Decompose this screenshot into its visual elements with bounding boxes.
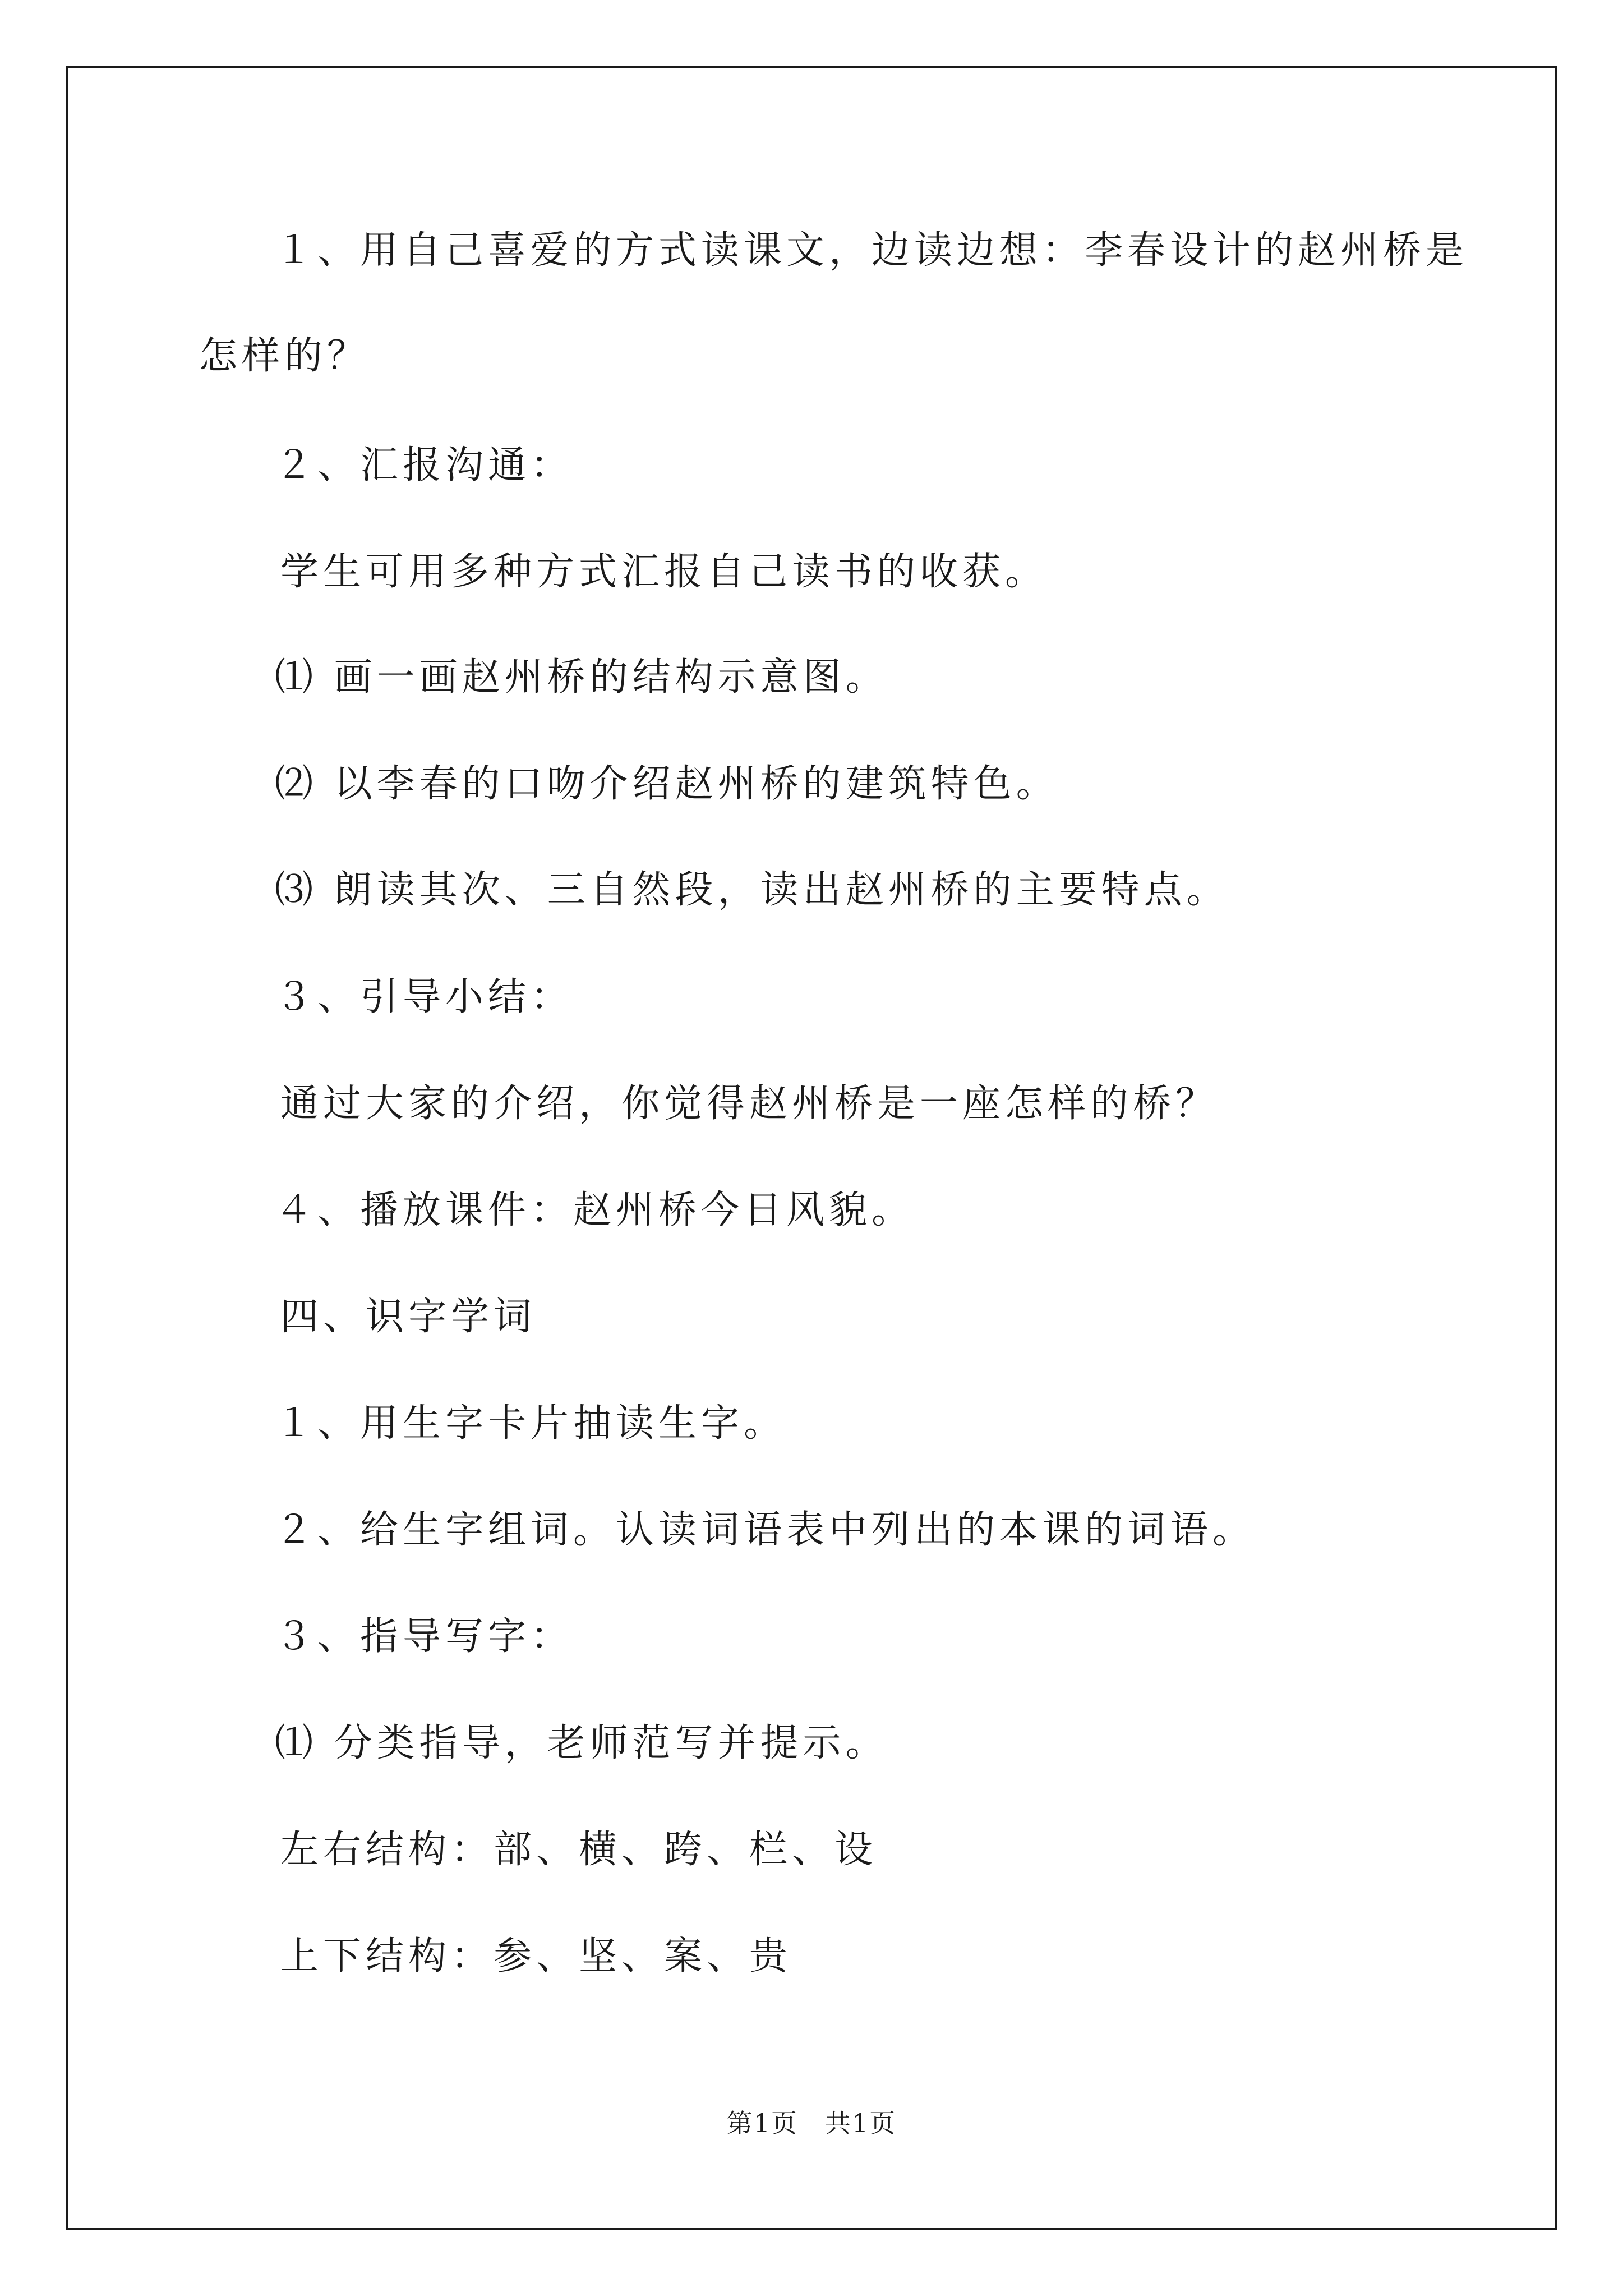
paragraph-5: ⑵ 以李春的口吻介绍赵州桥的建筑特色。 (275, 762, 1059, 806)
paragraph-6: ⑶ 朗读其次、三自然段，读出赵州桥的主要特点。 (275, 868, 1229, 912)
paragraph-8: 通过大家的介绍，你觉得赵州桥是一座怎样的桥？ (280, 1082, 1219, 1126)
page-border (66, 66, 1557, 2230)
paragraph-9: ４、播放课件：赵州桥今日风貌。 (275, 1188, 915, 1232)
paragraph-7: ３、引导小结： (275, 975, 574, 1019)
paragraph-2: ２、汇报沟通： (275, 443, 574, 487)
paragraph-11: ２、给生字组词。认读词语表中列出的本课的词语。 (275, 1508, 1256, 1552)
paragraph-1: １、用自己喜爱的方式读课文，边读边想：李春设计的赵州桥是 (275, 228, 1469, 273)
page-footer: 第1页 共1页 (726, 2108, 897, 2138)
paragraph-15: 上下结构：参、坚、案、贵 (280, 1934, 792, 1978)
paragraph-14: 左右结构：部、横、跨、栏、设 (280, 1828, 878, 1872)
paragraph-4: ⑴ 画一画赵州桥的结构示意图。 (275, 655, 888, 700)
paragraph-1-continued: 怎样的？ (199, 334, 370, 378)
paragraph-3: 学生可用多种方式汇报自己读书的收获。 (280, 550, 1048, 594)
paragraph-13: ⑴ 分类指导，老师范写并提示。 (275, 1721, 888, 1765)
paragraph-10: １、用生字卡片抽读生字。 (275, 1401, 787, 1446)
section-heading: 四、识字学词 (280, 1295, 537, 1339)
paragraph-12: ３、指导写字： (275, 1614, 574, 1659)
